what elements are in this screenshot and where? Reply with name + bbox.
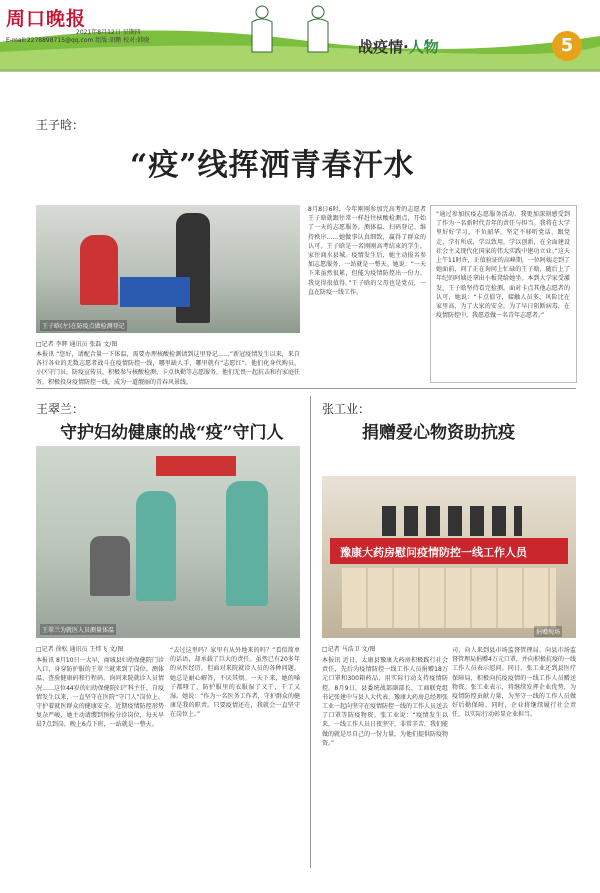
volunteer-figure: [80, 235, 118, 305]
story2-headline: 守护妇幼健康的战“疫”守门人: [60, 423, 284, 443]
story1-photo-caption: 王子晗(左)在防疫点做检测登记: [40, 320, 127, 331]
section-name: 战疫情: [358, 38, 404, 56]
desk: [120, 277, 190, 307]
story3-photo-caption: 捐赠现场: [534, 626, 562, 637]
story2-byline: □记者 徐松 通讯员 王炜飞 文/图: [36, 646, 124, 653]
story3-photo: [322, 476, 576, 638]
date-line: 2021年8月12日 星期四: [76, 29, 141, 36]
story3-body-col2: 司、向人来到县市场监督管理局、向县市场监督管理局捐赠4万元口罩，并向积极抗疫的一线工作人员表示慰问。同日，张工业还到县医疗保障局，积极向抗疫疫情的一线工作人员赠送物资。张工业表示，将继续发挥企业优势，为疫情防控贡献力量，为坚守一线的工作人员做好后勤保障。同时，企业将继续履行社会责任，以实际行动彰显企业担当。: [452, 647, 576, 719]
story1-kicker: 王子晗：: [36, 118, 85, 132]
story2-body-col1: 本报讯 8月10日一大早，商城县妇幼保健院门诊入口，身穿防护服的王翠兰就来到了岗位。测体温、查验健康码和行程码、询问来院就诊人员情况……这位44岁的妇幼保健院妇产科主任，自疫情发生以来，一直坚守在医院“守门人”岗位上，守护着就医群众的健康安全。近期疫情防控形势复杂严峻，她主动请缨到预检分诊岗位，每天早晨7点到岗，晚上6点下班，一站就是一整天。: [36, 657, 164, 729]
story3-headline: 捐赠爱心物资助抗疫: [362, 423, 515, 443]
column-divider: [310, 396, 311, 868]
section-divider: [36, 388, 576, 389]
story1-byline: □记者 李辉 通讯员 张磊 文/图: [36, 341, 118, 348]
medic-figure: [226, 481, 268, 606]
story2-body-col2: “去过这里吗？家里有从外地来的吗？”看似简单的话语，却承载了巨大的责任。虽然已有20多年的从医经历，但面对来院就诊人员的各种问题，她总是耐心解答，不厌其烦。一天下来，她的嗓子都哑了，防护服里的衣服湿了又干，干了又湿。她说：“作为一名医务工作者，守护群众的健康是我的职责。只要疫情还在，我就会一直坚守在岗位上。”: [170, 647, 300, 719]
editor-line: E-mail:2278898715@qq.com 组版:胡鹏 校对:韩晓: [6, 37, 150, 44]
story3-byline: □记者 马浩卫 文/图: [322, 646, 376, 653]
patient-figure: [90, 536, 130, 596]
donation-banner-text: 豫康大药房慰问疫情防控一线工作人员: [340, 546, 527, 559]
story1-photo: [36, 205, 300, 333]
story1-headline: “疫”线挥洒青春汗水: [130, 148, 415, 183]
story3-kicker: 张工业：: [322, 402, 371, 416]
story2-photo: [36, 446, 300, 638]
story2-photo-caption: 王翠兰为就医人员测量体温: [40, 624, 116, 635]
story1-body-col2: 8月8日6时，今年刚刚参加完高考的志愿者王子晗就跟往常一样赶往核酸检测点，开始了一天的志愿服务。测体温、扫码登记、维持秩序……她做事认真细致，赢得了群众的认可。王子晗是一名刚刚高考结束的学生，家住商水县城。疫情发生后，她主动报名参加志愿服务，一站就是一整天。她说：“一天下来虽然很累，但能为疫情防控出一份力，我觉得很值得。”王子晗的父母也是党员，一直在防疫一线工作。: [308, 206, 426, 296]
people-row: [382, 506, 522, 536]
story3-body-col1: 本报讯 近日，太康县豫康大药房积极践行社会责任，先后为疫情防控一线工作人员捐赠18万元口罩和300箱药品，用实际行动支持疫情防控。8月9日，县委统战部副部长、工商联党组书记张建中与县人大代表、豫康大药房总经理张工业一起向坚守在疫情防控一线的工作人员送去了口罩等防疫物资。张工业说：“疫情发生以来，一线工作人员日夜坚守，非常辛苦，我们能做的就是尽自己的一份力量，为他们提供防疫物资。”: [322, 657, 449, 747]
page-number: 5: [552, 31, 582, 61]
section-title: [358, 36, 439, 57]
story1-body-col1: 本报讯 “您好，请配合量一下体温，需要办理核酸检测请到这里登记……”新冠疫情发生以来，来自各行各业的无数志愿者战斗在疫情防控一线，哪里缺人手，哪里就有“志愿红”。他们化身代购员、小区守门员、防疫宣传员，积极参与核酸检测、卡点执勤等志愿服务，他们无畏一起抗击和有家庭任务，积极投身疫情防控一线，成为一道靓丽的青春风景线。: [36, 351, 301, 386]
medic-figure: [136, 491, 176, 601]
newspaper-logo: 周口晚报: [6, 8, 87, 30]
banner: [156, 456, 236, 476]
section-highlight: 人物: [408, 38, 439, 56]
section-separator: ·: [403, 38, 409, 56]
story1-body-col3: “通过参加抗疫志愿服务活动，我更加深刻感受到了作为一名新时代青年的责任与担当。我将在大学里好好学习，不负韶华，坚定不移听党话、跟党走，学有所成，学以致用，学以创新，在全面建设社会主义现代化国家的伟大实践中建功立业。”这天上午11时许，正值验证的高峰期，一位阿姨走到了她面前，问了正在询问上忙碌的王子晗，随后上了年纪的阿姨还拿出小板凳给她坐。本到大学家受激发，王子晗坚持看完检测，面对卡点其他志愿者的认可，她说：“卡点值守，接触人员多，风险比在家里高，为了大家的安全，为了早日阻断病毒，在疫情防控中，我愿意做一名青年志愿者。”: [436, 211, 570, 320]
story2-kicker: 王翠兰：: [36, 402, 85, 416]
supply-boxes: [342, 568, 556, 628]
donation-banner: [330, 538, 568, 564]
